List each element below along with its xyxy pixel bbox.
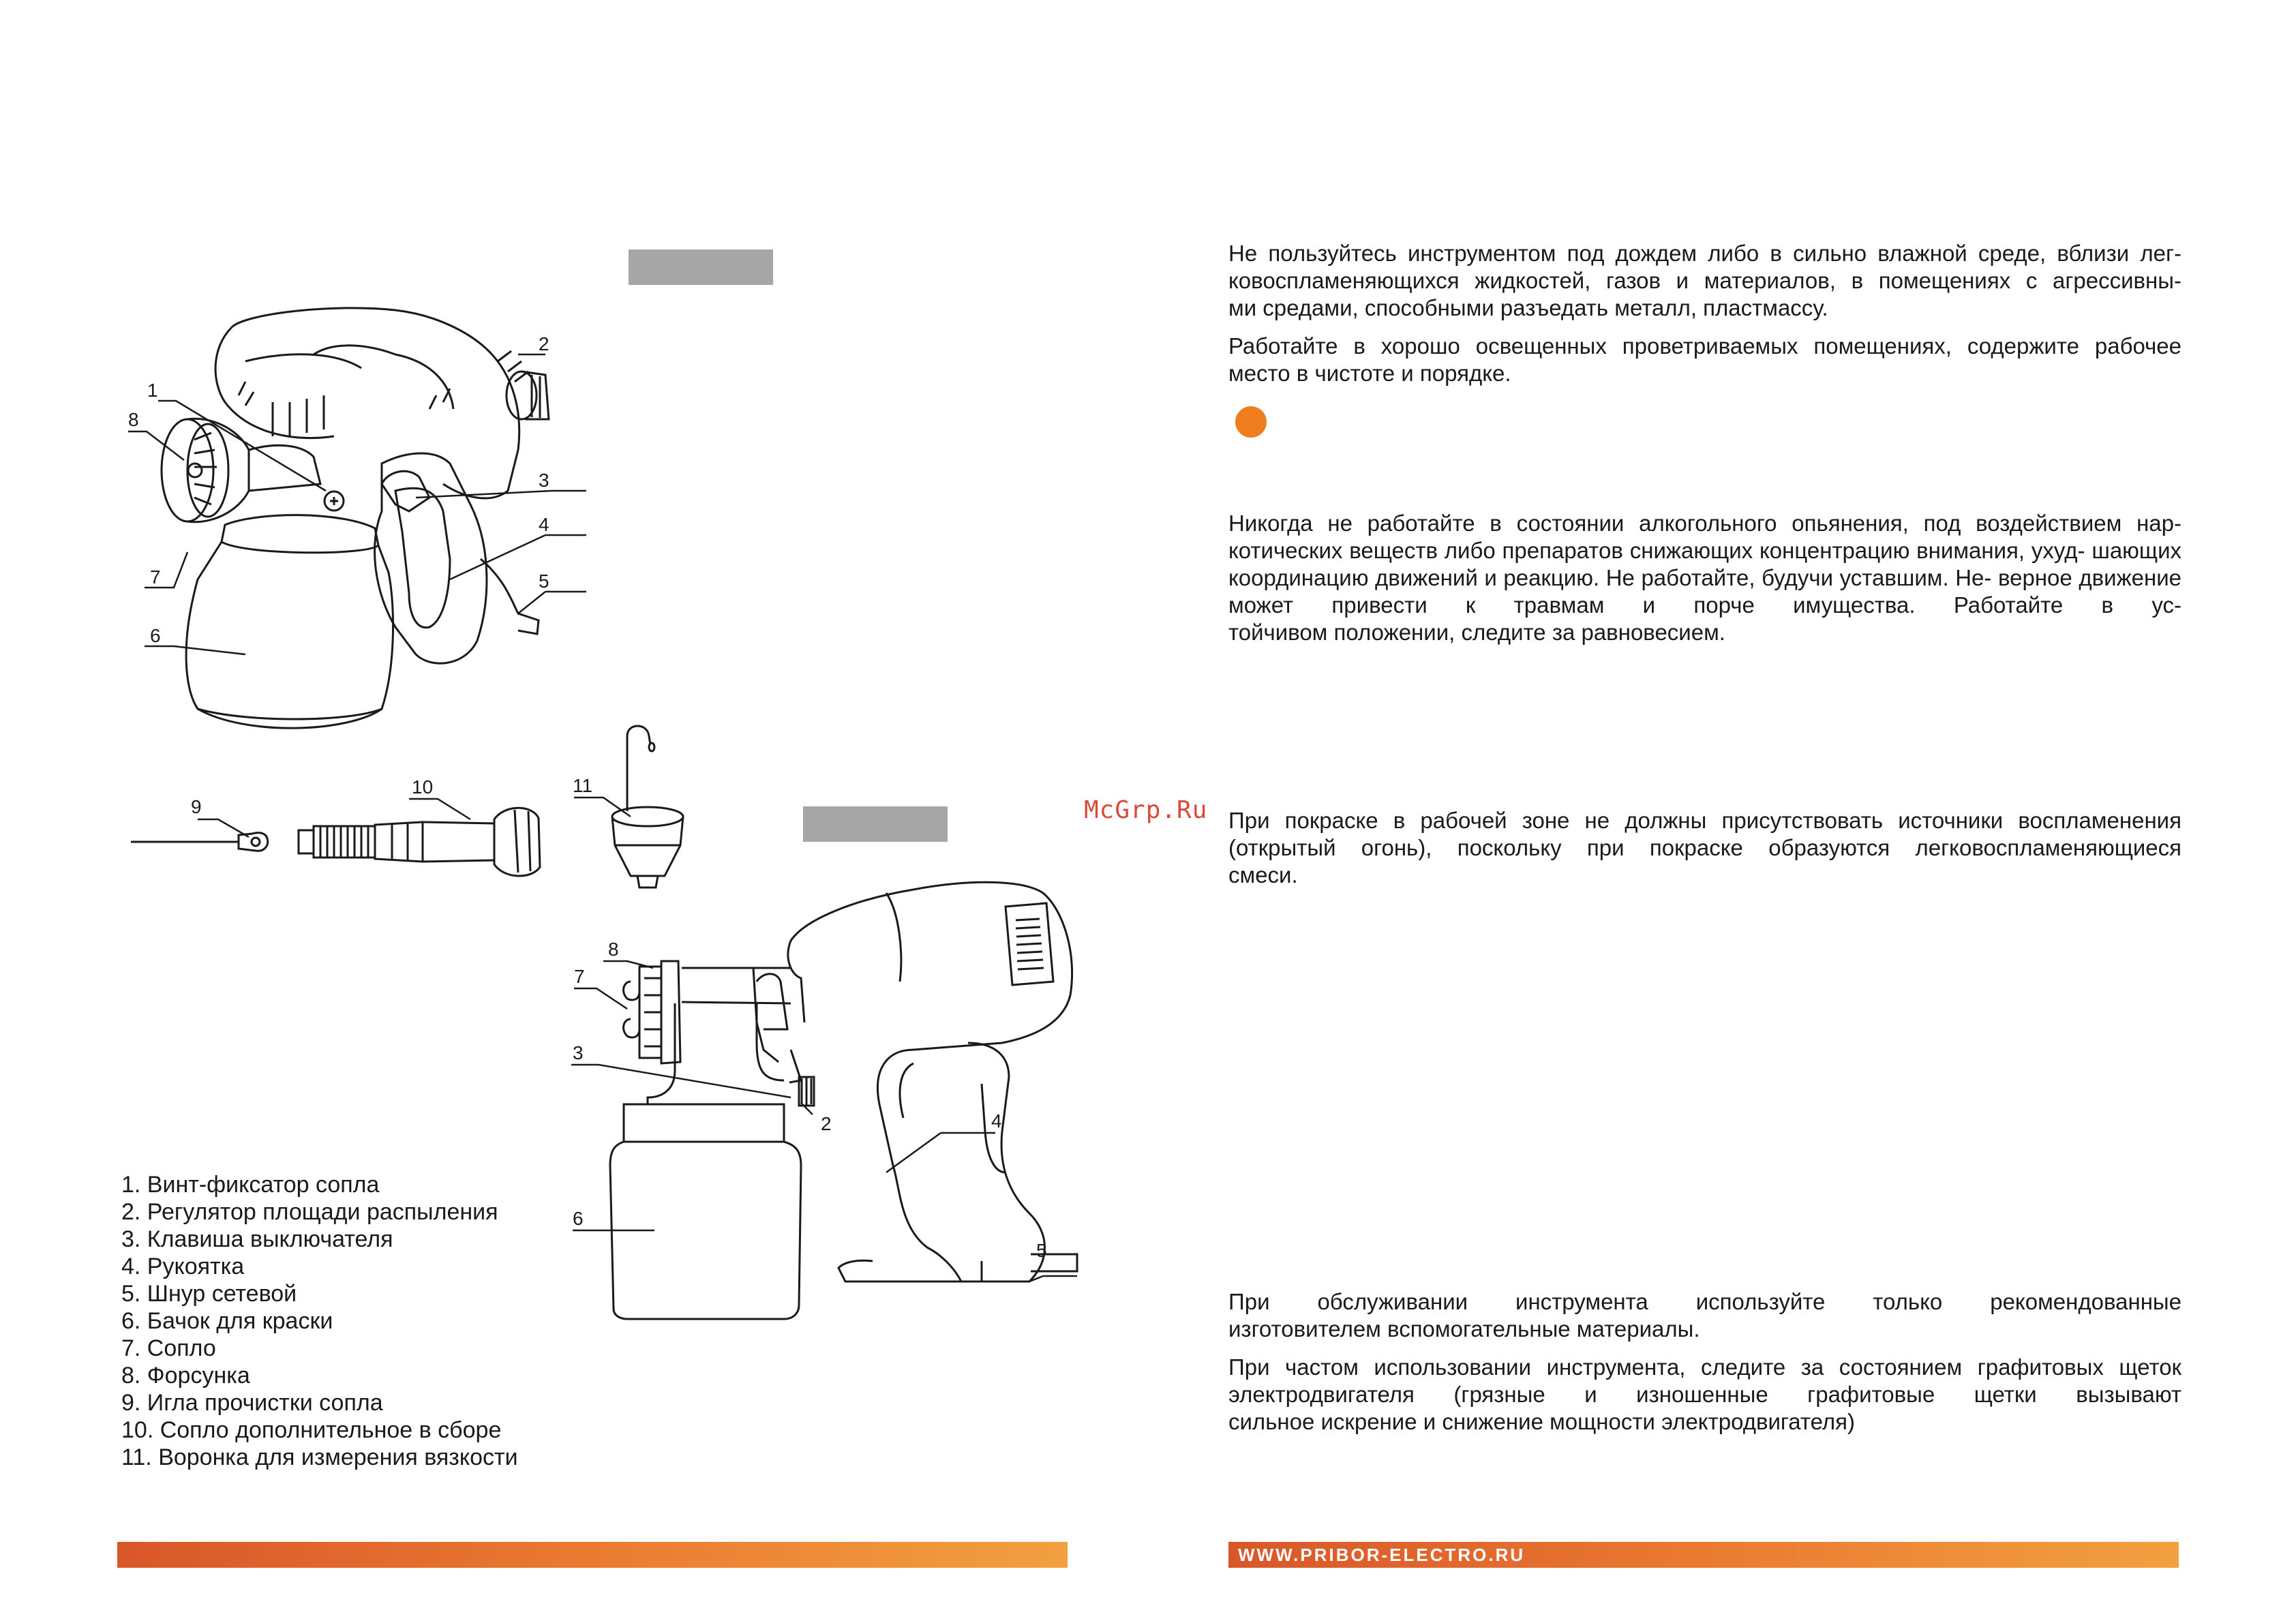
paragraph-line: место в чистоте и порядке. [1228, 361, 1511, 386]
paragraph-line: котических веществ либо препаратов снижающих концентрацию внимания, ухуд- [1228, 538, 2085, 563]
spray-control-regulator [498, 351, 549, 419]
paragraph-line: верное движение может привести к травмам и порче имущества. Работайте в ус- [1228, 565, 2182, 618]
side-callout-4: 4 [991, 1110, 1002, 1132]
callout-4: 4 [539, 514, 549, 535]
spray-gun-diagram-perspective [109, 286, 600, 763]
paragraph-line: Никогда не работайте в состоянии алкогольного опьянения, под воздействием нар- [1228, 511, 2181, 536]
side-front-nozzle [624, 961, 791, 1063]
watermark: McGrp.Ru [1084, 796, 1208, 824]
side-callout-8: 8 [608, 939, 619, 960]
side-callout-3: 3 [573, 1042, 584, 1063]
parts-list-item: 5. Шнур сетевой [121, 1281, 297, 1307]
paragraph-ignition [1228, 807, 2181, 889]
parts-list-item: 8. Форсунка [121, 1363, 250, 1389]
paragraph-line: Не пользуйтесь инструментом под дождем либо в сильно влажной среде, вблизи лег- [1228, 241, 2181, 266]
orange-bullet-icon [1235, 406, 1267, 438]
paragraph-line: тойчивом положении, следите за равновесием. [1228, 620, 1725, 645]
parts-list-item: 1. Винт-фиксатор сопла [121, 1172, 380, 1198]
paragraph-maintenance [1228, 1288, 2181, 1343]
callout-10: 10 [412, 776, 434, 798]
callout-5: 5 [539, 571, 549, 592]
parts-list-item: 10. Сопло дополнительное в сборе [121, 1417, 502, 1443]
footer-url: WWW.PRIBOR-ELECTRO.RU [1238, 1545, 1526, 1565]
parts-list [121, 1171, 518, 1471]
callout-8: 8 [128, 409, 139, 430]
side-callout-6: 6 [573, 1208, 584, 1229]
paragraph-alcohol [1228, 510, 2181, 646]
parts-list-item: 9. Игла прочистки сопла [121, 1390, 383, 1416]
paragraph-line: изготовителем вспомогательные материалы. [1228, 1316, 1700, 1341]
paragraph-line: сильное искрение и снижение мощности электродвигателя) [1228, 1409, 1855, 1434]
paragraph-line: ми средами, способными разъедать металл, пластмассу. [1228, 295, 1828, 320]
side-callout-7: 7 [574, 966, 585, 987]
parts-list-item: 7. Сопло [121, 1335, 216, 1361]
parts-list-item: 2. Регулятор площади распыления [121, 1199, 498, 1225]
additional-nozzle-assembly [299, 808, 540, 876]
paragraph-line: При покраске в рабочей зоне не должны присутствовать источники воспламенения [1228, 808, 2181, 833]
callout-2: 2 [539, 333, 549, 354]
parts-list-item: 3. Клавиша выключателя [121, 1226, 393, 1252]
gun-handle [375, 453, 539, 663]
parts-list-item: 11. Воронка для измерения вязкости [121, 1444, 518, 1470]
paragraph-brushes [1228, 1354, 2181, 1436]
nozzle-assembly [162, 419, 344, 522]
callout-9: 9 [191, 796, 202, 817]
gun-motor-housing [215, 308, 519, 498]
paint-container [186, 515, 393, 729]
side-callout-5: 5 [1036, 1240, 1047, 1261]
parts-list-item: 6. Бачок для краски [121, 1308, 333, 1334]
paragraph-line: шающих координацию движений и реакцию. Не работайте, будучи уставшим. Не- [1228, 538, 2182, 590]
side-callout-numbers [573, 939, 1047, 1261]
paragraph-line: (открытый огонь), поскольку при покраске образуются легковоспламеняющиеся [1228, 835, 2181, 860]
callout-7: 7 [150, 566, 161, 588]
trigger-switch [382, 471, 429, 511]
callout-3: 3 [539, 470, 549, 491]
callout-1: 1 [147, 380, 158, 401]
leader-lines [128, 354, 586, 654]
side-callout-2: 2 [821, 1113, 832, 1134]
grey-section-tab-middle [803, 806, 948, 842]
footer-bar-left [117, 1542, 1068, 1568]
paragraph-line: щеток электродвигателя (грязные и изношенные графитовые щетки вызывают [1228, 1354, 2181, 1407]
grey-section-tab-top [629, 249, 773, 285]
accessory-leader-lines [198, 798, 631, 837]
paragraph-line: При обслуживании инструмента используйте только рекомендованные [1228, 1289, 2181, 1314]
paragraph-line: ковоспламеняющихся жидкостей, газов и материалов, в помещениях с агрессивны- [1228, 268, 2181, 293]
paragraph-line: смеси. [1228, 862, 1298, 888]
callout-6: 6 [150, 625, 161, 646]
callout-11: 11 [573, 775, 593, 796]
side-trigger-and-regulator [753, 968, 814, 1106]
spray-gun-diagram-side [559, 845, 1091, 1322]
parts-list-item: 4. Рукоятка [121, 1254, 245, 1279]
side-motor-housing [788, 882, 1072, 1050]
paragraph-workplace [1228, 333, 2181, 387]
paragraph-line: При частом использовании инструмента, следите за состоянием графитовых [1228, 1354, 2104, 1380]
paragraph-rain-humidity [1228, 240, 2181, 322]
paragraph-line: Работайте в хорошо освещенных проветриваемых помещениях, содержите рабочее [1228, 333, 2181, 359]
